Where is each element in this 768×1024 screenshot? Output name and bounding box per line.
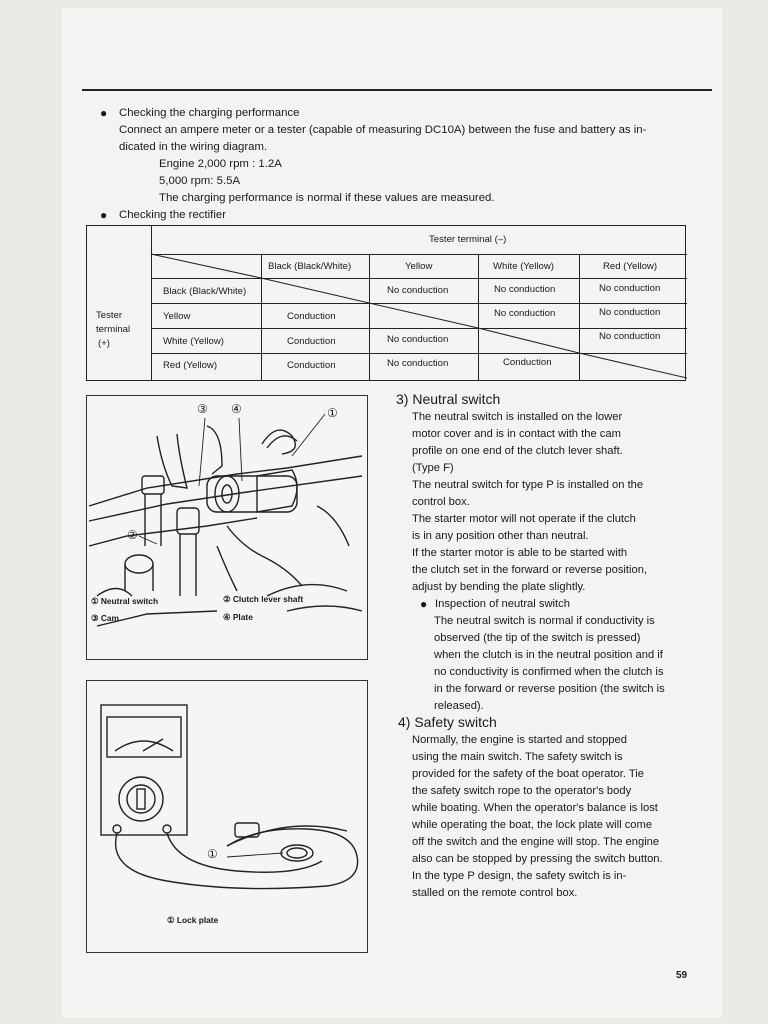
bullet-dot: ●: [100, 208, 108, 222]
table-cell: No conduction: [494, 308, 556, 319]
table-cell: No conduction: [599, 331, 661, 342]
table-cell: No conduction: [599, 283, 661, 294]
paragraph-line: The neutral switch for type P is installed on the: [412, 479, 644, 491]
figure-lock-plate: [86, 680, 368, 953]
callout-3: ③: [197, 402, 208, 416]
paragraph-line: control box.: [412, 496, 470, 508]
callout-4: ④: [231, 402, 242, 416]
paragraph-line: adjust by bending the plate slightly.: [412, 581, 586, 593]
inspection-title: Inspection of neutral switch: [435, 598, 570, 610]
charging-title: Checking the charging performance: [119, 107, 300, 119]
top-rule: [82, 89, 712, 91]
page-number: 59: [676, 970, 688, 981]
paragraph-line: (Type F): [412, 462, 454, 474]
table-cell: No conduction: [599, 307, 661, 318]
table-cell: Conduction: [287, 336, 336, 347]
paragraph-line: stalled on the remote control box.: [412, 887, 578, 899]
table-cell: Conduction: [287, 311, 336, 322]
table-cell: Conduction: [287, 360, 336, 371]
charging-line-1: Connect an ampere meter or a tester (capable of measuring DC10A) between the fuse and battery as in-: [119, 124, 647, 136]
engine-2000: Engine 2,000 rpm : 1.2A: [159, 158, 282, 170]
row-label: Red (Yellow): [163, 360, 218, 371]
tester-drawing: [87, 681, 367, 952]
row-label: Black (Black/White): [163, 286, 247, 297]
row-header: terminal: [96, 324, 131, 335]
column-header: White (Yellow): [493, 261, 554, 272]
column-header: Red (Yellow): [603, 261, 658, 272]
paragraph-line: the clutch set in the forward or reverse position,: [412, 564, 648, 576]
caption-plate: ④ Plate: [223, 612, 253, 622]
paragraph-line: is in any position other than neutral.: [412, 530, 589, 542]
figure-neutral-switch: [86, 395, 368, 660]
paragraph-line: observed (the tip of the switch is pressed): [434, 632, 641, 644]
bullet-dot: ●: [100, 106, 108, 120]
paragraph-line: Normally, the engine is started and stopped: [412, 734, 627, 746]
column-header: Yellow: [405, 261, 433, 272]
table-cell: No conduction: [387, 334, 449, 345]
charging-line-2: dicated in the wiring diagram.: [119, 141, 268, 153]
row-label: Yellow: [163, 311, 191, 322]
caption-cam: ③ Cam: [91, 613, 119, 623]
paragraph-line: profile on one end of the clutch lever shaft.: [412, 445, 623, 457]
engine-5000: 5,000 rpm: 5.5A: [159, 175, 241, 187]
column-header: Black (Black/White): [268, 261, 352, 272]
paragraph-line: The starter motor will not operate if the clutch: [412, 513, 636, 525]
rectifier-table: [86, 225, 686, 381]
caption-lock-plate: ① Lock plate: [167, 915, 219, 925]
table-cell: No conduction: [387, 358, 449, 369]
paragraph-line: off the switch and the engine will stop. The engine: [412, 836, 660, 848]
paragraph-line: the safety switch rope to the operator's body: [412, 785, 632, 797]
paragraph-line: using the main switch. The safety switch is: [412, 751, 623, 763]
caption-clutch-lever-shaft: ② Clutch lever shaft: [223, 594, 304, 604]
bullet-dot: ●: [420, 597, 428, 611]
paragraph-line: motor cover and is in contact with the cam: [412, 428, 621, 440]
rectifier-title: Checking the rectifier: [119, 209, 226, 221]
paragraph-line: while operating the boat, the lock plate will come: [412, 819, 653, 831]
tester-negative-header: Tester terminal (–): [429, 234, 507, 245]
paragraph-line: provided for the safety of the boat operator. Tie: [412, 768, 644, 780]
paragraph-line: also can be stopped by pressing the switch button.: [412, 853, 663, 865]
paragraph-line: while boating. When the operator's balance is lost: [412, 802, 658, 814]
safety-switch-heading: 4) Safety switch: [398, 714, 497, 730]
paragraph-line: in the forward or reverse position (the switch is: [434, 683, 665, 695]
table-cell: Conduction: [503, 357, 552, 368]
paragraph-line: If the starter motor is able to be started with: [412, 547, 628, 559]
paragraph-line: The neutral switch is installed on the lower: [412, 411, 623, 423]
table-cell: No conduction: [494, 284, 556, 295]
paragraph-line: when the clutch is in the neutral position and if: [434, 649, 663, 661]
row-header: Tester: [96, 310, 123, 321]
row-label: White (Yellow): [163, 336, 224, 347]
charging-normal: The charging performance is normal if these values are measured.: [159, 192, 495, 204]
paragraph-line: released).: [434, 700, 484, 712]
caption-neutral-switch: ① Neutral switch: [91, 596, 159, 606]
table-cell: No conduction: [387, 285, 449, 296]
neutral-switch-heading: 3) Neutral switch: [396, 391, 501, 407]
callout-1: ①: [327, 406, 338, 420]
paragraph-line: The neutral switch is normal if conductivity is: [434, 615, 655, 627]
row-header: (+): [98, 338, 110, 349]
paragraph-line: no conductivity is confirmed when the clutch is: [434, 666, 664, 678]
paragraph-line: In the type P design, the safety switch is in-: [412, 870, 627, 882]
callout-1: ①: [207, 847, 218, 861]
callout-2: ②: [127, 528, 138, 542]
